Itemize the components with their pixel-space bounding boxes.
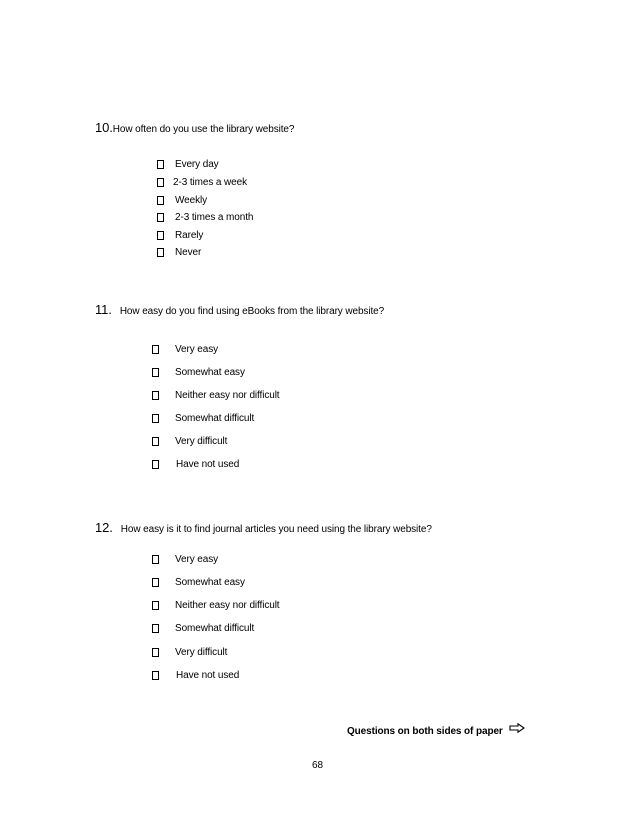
question-text: How easy is it to find journal articles you need using the library website?	[120, 524, 432, 535]
footer-note	[347, 726, 525, 737]
checkbox[interactable]	[157, 231, 164, 240]
option-label: 2-3 times a month	[175, 212, 254, 223]
checkbox[interactable]	[157, 178, 164, 187]
option-label: Rarely	[175, 230, 204, 241]
footer-note-text: Questions on both sides of paper	[347, 726, 503, 737]
checkbox[interactable]	[152, 671, 159, 680]
checkbox[interactable]	[152, 624, 159, 633]
checkbox[interactable]	[152, 391, 159, 400]
question-text: How often do you use the library website?	[112, 124, 295, 135]
checkbox[interactable]	[152, 460, 159, 469]
option-label: Somewhat easy	[175, 367, 245, 378]
question-12-title	[95, 520, 432, 535]
option-label: Very easy	[175, 554, 219, 565]
checkbox[interactable]	[152, 437, 159, 446]
option-label: Have not used	[176, 459, 240, 470]
checkbox[interactable]	[152, 555, 159, 564]
question-11-title	[95, 302, 384, 317]
checkbox[interactable]	[152, 414, 159, 423]
question-number: 12.	[95, 520, 113, 535]
option-label: Somewhat difficult	[175, 413, 255, 424]
checkbox[interactable]	[157, 248, 164, 257]
checkbox[interactable]	[152, 578, 159, 587]
checkbox[interactable]	[157, 213, 164, 222]
option-label: Very difficult	[175, 647, 228, 658]
question-number: 11.	[95, 302, 112, 317]
option-label: Neither easy nor difficult	[175, 390, 280, 401]
checkbox[interactable]	[152, 601, 159, 610]
checkbox[interactable]	[152, 368, 159, 377]
option-label: Never	[175, 247, 202, 258]
option-label: Somewhat easy	[175, 577, 245, 588]
checkbox[interactable]	[157, 196, 164, 205]
option-label: Every day	[175, 159, 219, 170]
page-number: 68	[312, 760, 324, 771]
option-label: Weekly	[175, 195, 208, 206]
question-number: 10.	[95, 120, 113, 135]
checkbox[interactable]	[152, 648, 159, 657]
right-arrow-icon	[509, 723, 525, 736]
option-label: Have not used	[176, 670, 240, 681]
checkbox[interactable]	[157, 160, 164, 169]
option-label: Somewhat difficult	[175, 623, 255, 634]
option-label: Very difficult	[175, 436, 228, 447]
option-label: Neither easy nor difficult	[175, 600, 280, 611]
option-label: Very easy	[175, 344, 219, 355]
question-text: How easy do you find using eBooks from the library website?	[119, 306, 385, 317]
question-10-title	[95, 120, 294, 135]
option-label: 2-3 times a week	[173, 177, 247, 188]
checkbox[interactable]	[152, 345, 159, 354]
